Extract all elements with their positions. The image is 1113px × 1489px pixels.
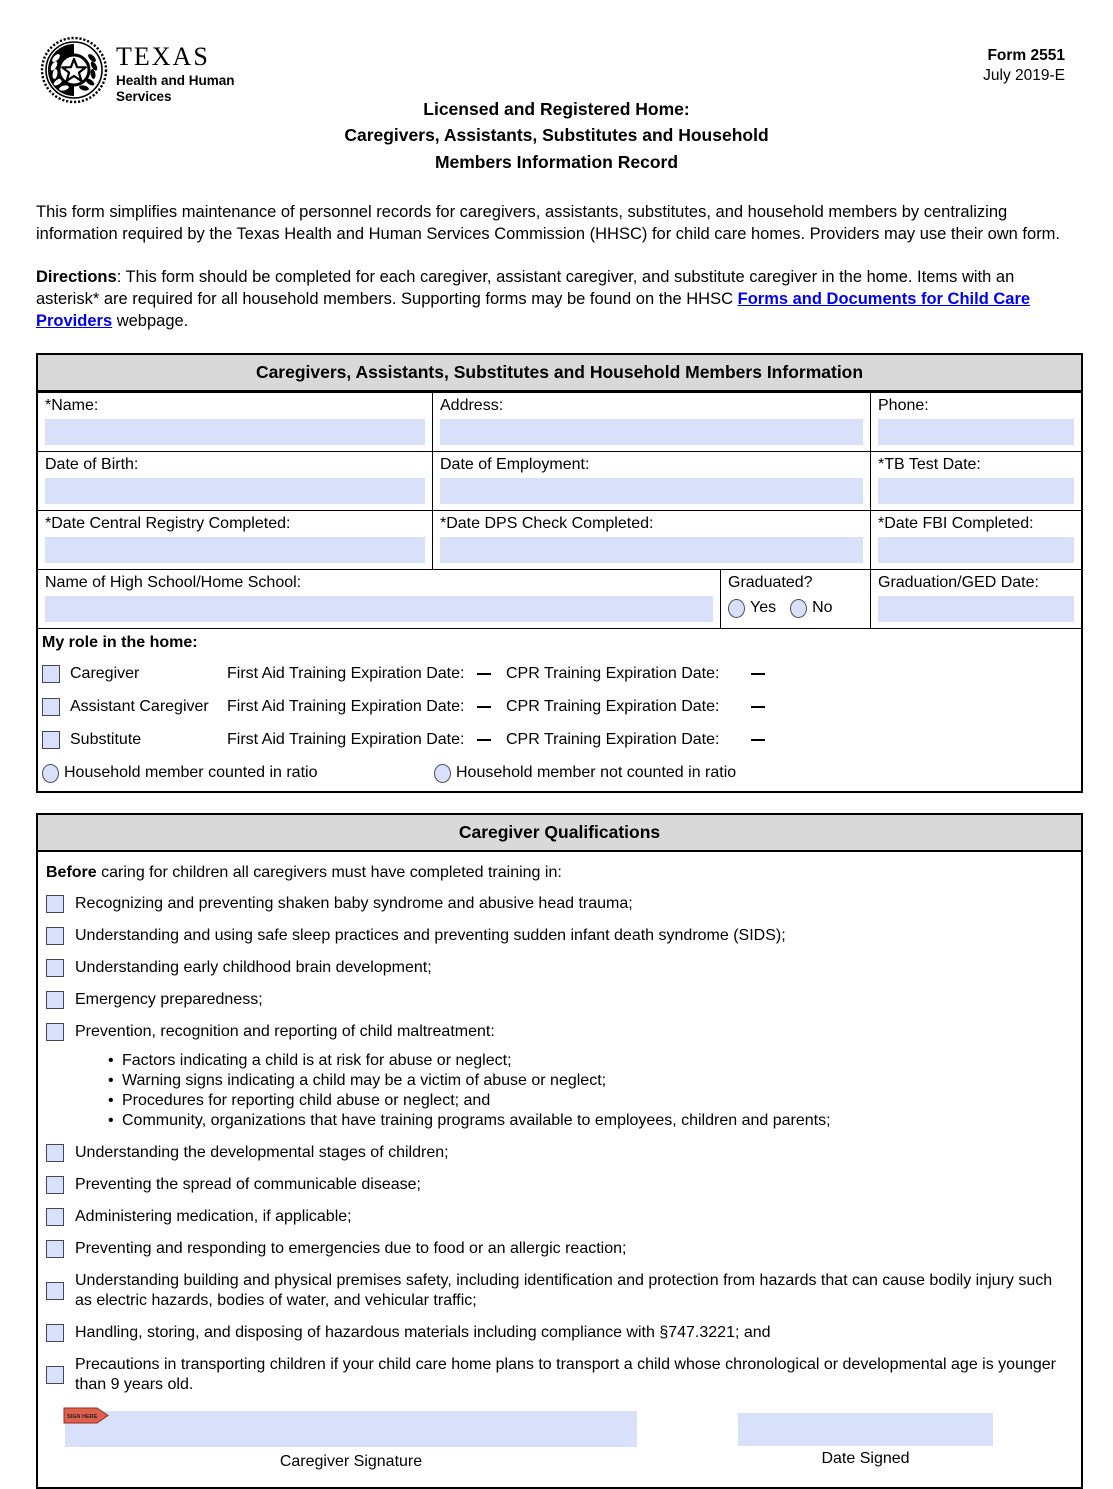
graduated-yes-label: Yes: [750, 599, 777, 617]
phone-cell: [870, 393, 1081, 451]
graduated-cell: [720, 570, 870, 628]
graduated-label: Graduated?: [728, 573, 813, 591]
table-row: [38, 569, 1081, 628]
training-checkbox[interactable]: [46, 1023, 64, 1041]
grad-date-input[interactable]: [878, 596, 1074, 622]
training-item-row: Recognizing and preventing shaken baby syndrome and abusive head trauma;: [44, 894, 1073, 914]
assistant-caregiver-checkbox[interactable]: [42, 698, 60, 716]
table-row: [38, 451, 1081, 510]
training-checkbox[interactable]: [46, 895, 64, 913]
school-input[interactable]: [45, 596, 713, 622]
training-item-row: Administering medication, if applicable;: [44, 1207, 1073, 1227]
table-row: [38, 510, 1081, 569]
employment-date-label: Date of Employment:: [440, 455, 590, 473]
first-aid-date-label: First Aid Training Expiration Date:: [227, 731, 465, 749]
tb-test-input[interactable]: [878, 478, 1074, 504]
caregiver-role-row: [42, 658, 1075, 691]
training-item-row: Understanding and using safe sleep practices and preventing sudden infant death syndrome (SIDS);: [44, 926, 1073, 946]
table-row: [38, 392, 1081, 451]
caregiver-signature-input[interactable]: [65, 1411, 637, 1447]
employment-date-cell: [432, 452, 870, 510]
training-checkbox[interactable]: [46, 1144, 64, 1162]
cpr-date-label: CPR Training Expiration Date:: [506, 731, 720, 749]
grad-date-cell: [870, 570, 1081, 628]
form-meta: [983, 46, 1065, 86]
tb-test-label: *TB Test Date:: [878, 455, 981, 473]
texas-hhs-logo: [40, 36, 235, 104]
logo-hhs-text: Health and Human Services: [116, 73, 235, 104]
qualifications-body: [38, 852, 1081, 1487]
date-signed-input[interactable]: [738, 1413, 993, 1446]
school-cell: [38, 570, 720, 628]
fbi-check-cell: [870, 511, 1081, 569]
grad-date-label: Graduation/GED Date:: [878, 573, 1039, 591]
training-checkbox[interactable]: [46, 1366, 64, 1384]
dps-check-cell: [432, 511, 870, 569]
sub-bullet: • Warning signs indicating a child may be a victim of abuse or neglect;: [108, 1071, 1073, 1091]
cpr-date-label: CPR Training Expiration Date:: [506, 698, 720, 716]
address-input[interactable]: [440, 419, 863, 445]
training-item-row: Prevention, recognition and reporting of child maltreatment:: [44, 1022, 1073, 1042]
sub-bullet: • Factors indicating a child is at risk for abuse or neglect;: [108, 1051, 1073, 1071]
logo-texas-text: TEXAS: [116, 42, 210, 71]
training-checkbox[interactable]: [46, 991, 64, 1009]
sub-bullet: • Community, organizations that have training programs available to employees, children and parents;: [108, 1111, 1073, 1131]
substitute-role-row: [42, 724, 1075, 757]
form-title: Licensed and Registered Home: Caregivers, Assistants, Substitutes and Household Members Information Record: [344, 99, 769, 172]
page-header: [0, 0, 1113, 172]
caregiver-checkbox[interactable]: [42, 665, 60, 683]
training-checkbox[interactable]: [46, 959, 64, 977]
members-information-table: [36, 353, 1083, 793]
sign-here-tag-icon: [63, 1407, 109, 1424]
address-label: Address:: [440, 396, 504, 414]
training-checkbox[interactable]: [46, 1176, 64, 1194]
assistant-caregiver-label: Assistant Caregiver: [70, 698, 209, 716]
training-item-row: Emergency preparedness;: [44, 990, 1073, 1010]
caregiver-qualifications-table: [36, 813, 1083, 1489]
sub-bullet: • Procedures for reporting child abuse or neglect; and: [108, 1091, 1073, 1111]
central-registry-label: *Date Central Registry Completed:: [45, 514, 291, 532]
fbi-check-input[interactable]: [878, 537, 1074, 563]
date-signed-label: Date Signed: [821, 1449, 910, 1467]
training-item-row: Handling, storing, and disposing of hazardous materials including compliance with §747.3221; and: [44, 1323, 1073, 1343]
graduated-no-option: [790, 599, 832, 618]
logo-wordmark: [116, 36, 235, 104]
household-counted-radio[interactable]: [42, 764, 59, 783]
directions-paragraph: Directions: This form should be completed for each caregiver, assistant caregiver, and substitute caregiver in the home. Items with an asterisk* are required for all household members. Supporting forms may be found on the HHSC Forms and Documents for Child Care Providers webpage.: [36, 267, 1031, 330]
first-aid-date-label: First Aid Training Expiration Date:: [227, 665, 465, 683]
school-label: Name of High School/Home School:: [45, 573, 302, 591]
employment-date-input[interactable]: [440, 478, 863, 504]
household-member-row: [42, 764, 1075, 783]
qualifications-intro: Before caring for children all caregivers must have completed training in:: [46, 863, 562, 881]
name-cell: [38, 393, 432, 451]
graduated-no-radio[interactable]: [790, 599, 807, 618]
child-care-providers-link[interactable]: Forms and Documents for Child Care Providers: [36, 289, 1031, 330]
graduated-no-label: No: [812, 599, 833, 617]
phone-input[interactable]: [878, 419, 1074, 445]
central-registry-cell: [38, 511, 432, 569]
caregiver-qualifications-header: Caregiver Qualifications: [38, 815, 1081, 852]
training-item-row: Understanding early childhood brain development;: [44, 958, 1073, 978]
training-item-row: Preventing the spread of communicable disease;: [44, 1175, 1073, 1195]
training-item-row: Understanding the developmental stages of children;: [44, 1143, 1073, 1163]
phone-label: Phone:: [878, 396, 929, 414]
form-edition: July 2019-E: [983, 67, 1065, 85]
central-registry-input[interactable]: [45, 537, 425, 563]
sign-here-text: SIGN HERE: [67, 1413, 98, 1420]
name-label: *Name:: [45, 396, 99, 414]
name-input[interactable]: [45, 419, 425, 445]
my-role-label: My role in the home:: [42, 633, 198, 651]
maltreatment-sub-list: [108, 1051, 1073, 1131]
my-role-section: [38, 628, 1081, 791]
substitute-checkbox[interactable]: [42, 731, 60, 749]
substitute-label: Substitute: [70, 731, 142, 749]
cpr-date-label: CPR Training Expiration Date:: [506, 665, 720, 683]
graduated-yes-option: [728, 599, 776, 618]
household-counted-label: Household member counted in ratio: [64, 764, 318, 782]
training-checkbox[interactable]: [46, 1282, 64, 1300]
household-counted-option: [42, 764, 434, 783]
dps-check-label: *Date DPS Check Completed:: [440, 514, 654, 532]
dps-check-input[interactable]: [440, 537, 863, 563]
caregiver-label: Caregiver: [70, 665, 140, 683]
training-checkbox[interactable]: [46, 927, 64, 945]
hhs-seal-icon: [40, 36, 108, 104]
training-item-row: Preventing and responding to emergencies due to food or an allergic reaction;: [44, 1239, 1073, 1259]
training-checkbox[interactable]: [46, 1324, 64, 1342]
tb-test-cell: [870, 452, 1081, 510]
form-number: Form 2551: [987, 47, 1065, 64]
graduated-yes-radio[interactable]: [728, 599, 745, 618]
household-not-counted-label: Household member not counted in ratio: [456, 764, 737, 782]
training-checkbox[interactable]: [46, 1208, 64, 1226]
dob-cell: [38, 452, 432, 510]
caregiver-signature-label: Caregiver Signature: [279, 1452, 423, 1470]
household-not-counted-option: [434, 764, 736, 783]
training-item-row: Precautions in transporting children if your child care home plans to transport a child whose chronological or developmental age is younger than 9 years old.: [44, 1355, 1073, 1395]
training-checkbox[interactable]: [46, 1240, 64, 1258]
address-cell: [432, 393, 870, 451]
fbi-check-label: *Date FBI Completed:: [878, 514, 1034, 532]
intro-paragraph: This form simplifies maintenance of personnel records for caregivers, assistants, substitutes, and household members by centralizing information required by the Texas Health and Human Services Commission (HHSC) for child care homes. Providers may use their own form.: [36, 203, 1061, 243]
dob-input[interactable]: [45, 478, 425, 504]
signature-section: [44, 1409, 1073, 1487]
assistant-role-row: [42, 691, 1075, 724]
first-aid-date-label: First Aid Training Expiration Date:: [227, 698, 465, 716]
directions-label: Directions: [36, 267, 117, 286]
dob-label: Date of Birth:: [45, 455, 139, 473]
training-item-row: Understanding building and physical premises safety, including identification and protection from hazards that can cause bodily injury such as electric hazards, bodies of water, and vehicular traffic;: [44, 1271, 1073, 1311]
members-information-header: Caregivers, Assistants, Substitutes and Household Members Information: [38, 355, 1081, 392]
household-not-counted-radio[interactable]: [434, 764, 451, 783]
